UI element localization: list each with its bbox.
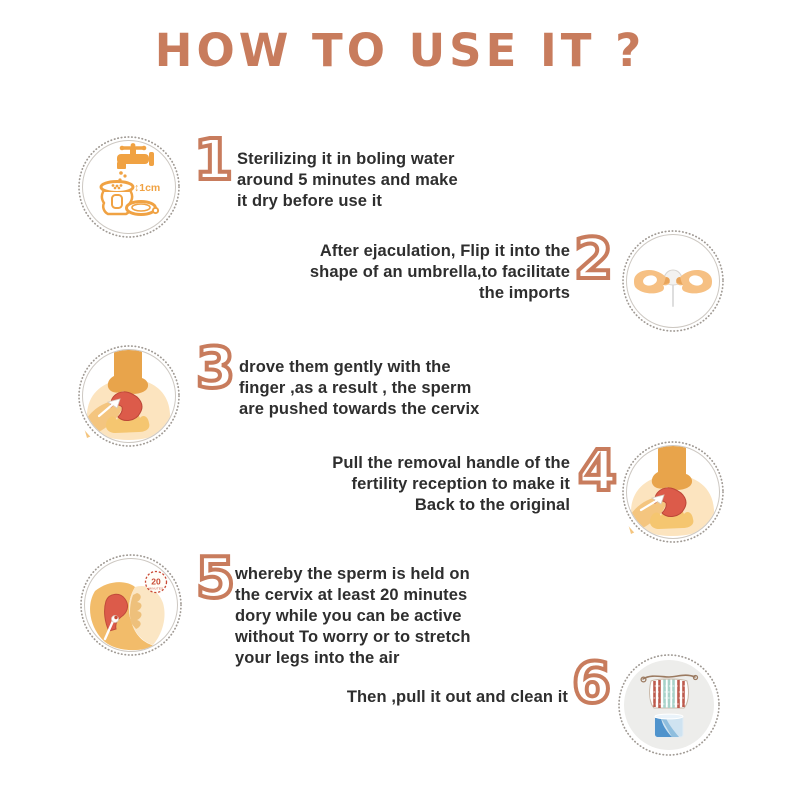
step2-line2: shape of an umbrella,to facilitate bbox=[309, 263, 570, 281]
step1-line2: around 5 minutes and make bbox=[237, 171, 458, 189]
step2-line1: After ejaculation, Flip it into the bbox=[319, 242, 570, 260]
timer-unit-label: MINUTES bbox=[148, 586, 164, 591]
twenty-minutes-timer-badge bbox=[146, 572, 167, 593]
sperm-held-anatomy-timer-icon bbox=[79, 553, 183, 657]
step3-line1: drove them gently with the bbox=[239, 358, 451, 376]
step-text-2 bbox=[295, 241, 570, 304]
step5-line5: your legs into the air bbox=[235, 649, 400, 667]
step-number-4: 4 bbox=[578, 439, 617, 504]
step4-line3: Back to the original bbox=[414, 496, 570, 514]
step-text-3 bbox=[239, 357, 484, 420]
step2-line3: the imports bbox=[479, 284, 570, 302]
page-title: HOW TO USE IT ? bbox=[154, 24, 646, 77]
step-number-2: 2 bbox=[574, 227, 613, 292]
step1-line3: it dry before use it bbox=[237, 192, 383, 210]
step-text-4 bbox=[295, 453, 570, 516]
timer-value-label: 20 bbox=[151, 576, 161, 587]
step-number-5: 5 bbox=[196, 546, 235, 611]
pouch-and-cleaning-cup-icon bbox=[617, 653, 721, 757]
one-cm-measure-label: ↕1cm bbox=[134, 182, 161, 194]
step-text-6 bbox=[295, 687, 568, 708]
cleaning-cup-icon bbox=[655, 714, 683, 737]
cup-lid-icon bbox=[127, 202, 159, 215]
left-hand-icon bbox=[634, 270, 670, 293]
step-number-3: 3 bbox=[196, 336, 235, 401]
step5-line1: whereby the sperm is held on bbox=[235, 565, 470, 583]
step1-line1: Sterilizing it in boling water bbox=[237, 150, 455, 168]
right-hand-icon bbox=[676, 270, 712, 293]
step5-line4: without To worry or to stretch bbox=[235, 628, 471, 646]
step5-line2: the cervix at least 20 minutes bbox=[235, 586, 468, 604]
step-text-1 bbox=[237, 149, 482, 212]
faucet-icon bbox=[117, 143, 154, 184]
umbrella-device-icon bbox=[663, 270, 683, 307]
finger-insertion-anatomy-icon bbox=[77, 344, 181, 448]
anatomy-illustration bbox=[90, 582, 164, 650]
step6-line1: Then ,pull it out and clean it bbox=[346, 688, 568, 706]
step3-line2: finger ,as a result , the sperm bbox=[239, 379, 472, 397]
pull-removal-handle-anatomy-icon bbox=[621, 440, 725, 544]
hands-folding-umbrella-icon bbox=[621, 229, 725, 333]
step3-line3: are pushed towards the cervix bbox=[239, 400, 480, 418]
step-text-5 bbox=[235, 564, 485, 669]
step-number-1: 1 bbox=[194, 128, 233, 193]
step4-line2: fertility reception to make it bbox=[351, 475, 570, 493]
step-number-6: 6 bbox=[572, 651, 611, 716]
step4-line1: Pull the removal handle of the bbox=[332, 454, 570, 472]
faucet-sterilize-cup-icon bbox=[77, 135, 181, 239]
step5-line3: dory while you can be active bbox=[235, 607, 462, 625]
